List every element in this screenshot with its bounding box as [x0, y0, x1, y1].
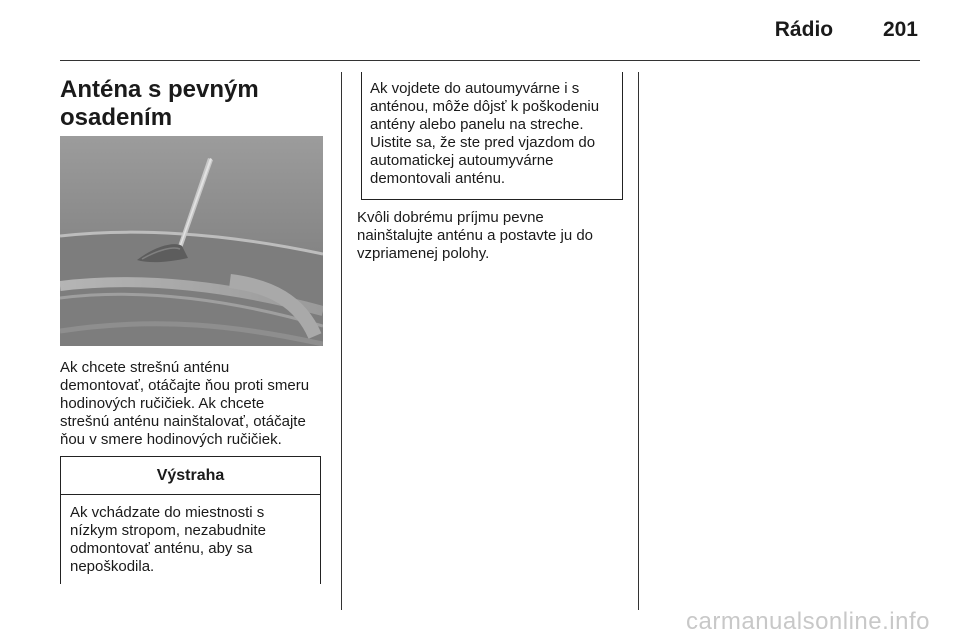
column-divider-2 — [638, 72, 639, 610]
reception-instructions: Kvôli dobrému príjmu pevne nainštalujte anténu a postavte ju do vzpriamenej polohy. — [357, 209, 594, 262]
antenna-photo — [60, 136, 323, 346]
section-heading: Anténa s pevným osadením — [60, 76, 259, 131]
warning-title: Výstraha — [61, 457, 320, 495]
carwash-note-text: Ak vojdete do autoumyvárne i s anténou, môže dôjsť k poškodeniu antény alebo panelu na streche. Uistite sa, že ste pred vjazdom do automatickej autoumyvárne demontovali anténu. — [370, 80, 600, 187]
column-divider-1 — [341, 72, 342, 610]
warning-text: Ak vchádzate do miestnosti s nízkym stropom, nezabudnite odmontovať anténu, aby sa nepoškodila. — [70, 504, 266, 575]
removal-instructions: Ak chcete strešnú anténu demontovať, otáčajte ňou proti smeru hodinových ručičiek. Ak chcete strešnú anténu nainštalovať, otáčajte ňou v smere hodinových ručičiek. — [60, 359, 310, 448]
header-rule — [60, 60, 920, 61]
section-title: Rádio — [774, 18, 834, 41]
watermark: carmanualsonline.info — [686, 608, 930, 635]
page-header — [775, 18, 918, 42]
carwash-note-box — [361, 72, 623, 200]
page-number: 201 — [882, 18, 918, 41]
warning-box — [60, 456, 321, 584]
